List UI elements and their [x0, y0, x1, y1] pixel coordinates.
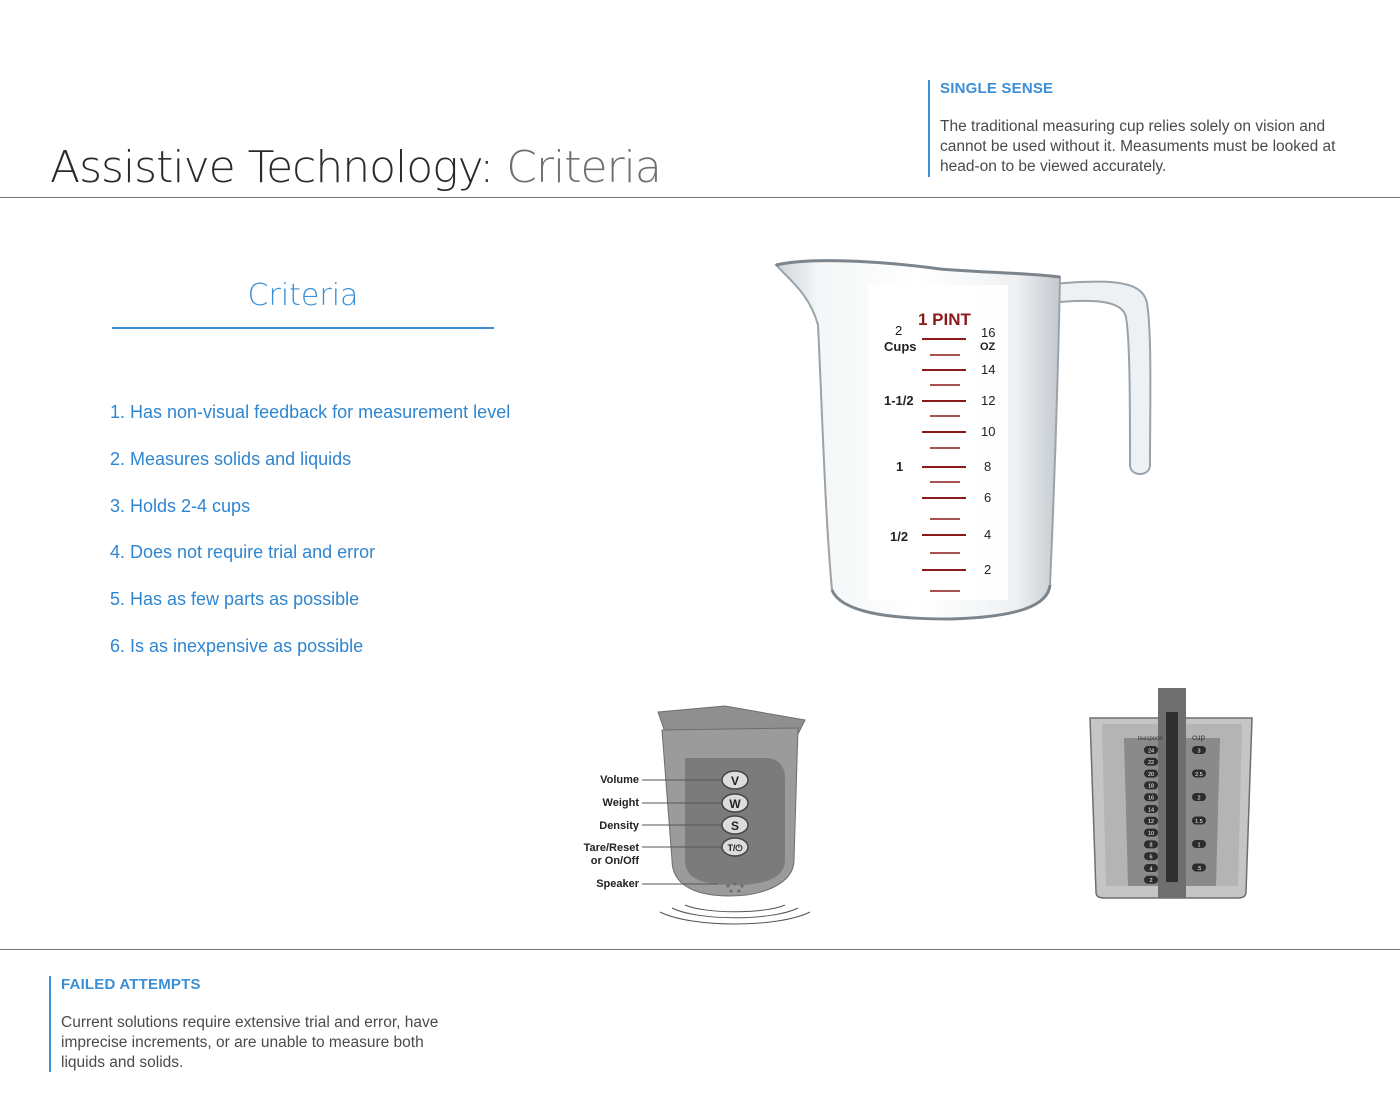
slider-left-mark — [1144, 770, 1158, 778]
slider-left-mark — [1144, 781, 1158, 789]
cup-title: 1 PINT — [918, 310, 971, 329]
slider-left-mark — [1144, 840, 1158, 848]
slider-left-mark — [1144, 817, 1158, 825]
footer-divider — [0, 949, 1400, 950]
failed-attempts-text: Current solutions require extensive trial and error, have imprecise increments, or are unable to measure both liquids and solids. — [61, 1014, 439, 1071]
label-tare-reset: Tare/Reset — [583, 842, 639, 854]
slider-right-mark — [1192, 746, 1206, 754]
slider-left-mark — [1144, 829, 1158, 837]
button-v[interactable] — [722, 771, 748, 789]
criteria-item: 6. Is as inexpensive as possible — [110, 635, 364, 656]
slider-left-mark-label: 2 — [1149, 878, 1153, 885]
slider-left-mark — [1144, 852, 1158, 860]
button-tare-label: T/⏻ — [727, 843, 743, 853]
criteria-item: 2. Measures solids and liquids — [110, 448, 352, 469]
button-tare[interactable] — [722, 838, 748, 856]
slider-right-mark-label: 1.5 — [1195, 818, 1203, 825]
criteria-list — [110, 402, 510, 683]
slider-left-mark-label: 22 — [1147, 760, 1155, 767]
cup-label: 1 — [896, 459, 904, 474]
slider-left-mark-label: 20 — [1147, 771, 1155, 778]
button-s-label: S — [730, 819, 740, 833]
slider-left-header: teaspoon — [1138, 736, 1163, 742]
label-speaker: Speaker — [596, 878, 639, 890]
slider-left-mark-label: 12 — [1147, 819, 1155, 826]
single-sense-note — [928, 80, 1352, 177]
measuring-cup-image — [770, 255, 1160, 630]
slider-left-mark-label: 6 — [1149, 854, 1153, 861]
cup-label: 1/2 — [890, 529, 909, 544]
single-sense-heading: SINGLE SENSE — [940, 80, 1054, 97]
slider-left-mark — [1144, 864, 1158, 872]
slider-right-mark-label: 1 — [1197, 842, 1201, 849]
criteria-underline — [112, 327, 494, 329]
label-weight: Weight — [602, 797, 639, 809]
slider-right-mark-label: 3 — [1197, 748, 1201, 755]
slider-left-mark — [1144, 746, 1158, 754]
slider-right-mark — [1192, 770, 1206, 778]
slider-left-mark — [1144, 876, 1158, 884]
slider-right-mark — [1192, 793, 1206, 801]
failed-attempts-note — [49, 976, 461, 1072]
slider-right-mark-label: 2.5 — [1195, 771, 1203, 778]
criteria-item: 3. Holds 2-4 cups — [110, 495, 251, 516]
button-v-label: V — [730, 774, 740, 788]
button-w[interactable] — [722, 794, 748, 812]
single-sense-text: The traditional measuring cup relies solely on vision and cannot be used without it. Measuments must be looked at head-on to be viewed accurately. — [940, 118, 1336, 175]
cup-top-unit: Cups — [884, 339, 917, 354]
header-divider — [0, 197, 1400, 198]
slider-right-mark — [1192, 840, 1206, 848]
page-title — [50, 142, 661, 193]
slider-left-mark — [1144, 805, 1158, 813]
slider-left-mark-label: 24 — [1147, 748, 1155, 755]
oz-label: 6 — [984, 490, 992, 505]
slider-left-mark-label: 14 — [1147, 807, 1155, 814]
oz-label: 12 — [981, 393, 996, 408]
criteria-item: 1. Has non-visual feedback for measurement level — [110, 402, 511, 422]
slider-left-mark-label: 4 — [1149, 866, 1153, 873]
slider-right-mark — [1192, 817, 1206, 825]
oz-top-number: 16 — [981, 325, 996, 340]
criteria-heading: Criteria — [247, 278, 359, 313]
criteria-item: 4. Does not require trial and error — [110, 542, 376, 563]
sound-waves-icon — [660, 905, 810, 924]
oz-label: 2 — [984, 562, 992, 577]
label-on-off: or On/Off — [590, 855, 639, 867]
slider-left-mark-label: 10 — [1147, 830, 1155, 837]
failed-attempts-heading: FAILED ATTEMPTS — [61, 976, 201, 993]
slider-left-mark-label: 8 — [1149, 842, 1153, 849]
cup-top-number: 2 — [895, 323, 903, 338]
slider-right-header: cup — [1192, 733, 1205, 742]
cup-label: 1-1/2 — [884, 393, 914, 408]
slider-right-mark-label: .5 — [1196, 865, 1202, 872]
title-accent: Criteria — [506, 142, 661, 193]
slider-slot — [1166, 712, 1178, 882]
oz-label: 14 — [981, 362, 996, 377]
oz-label: 8 — [984, 459, 992, 474]
label-volume: Volume — [600, 774, 639, 786]
slider-left-mark — [1144, 793, 1158, 801]
title-main: Assistive Technology: — [50, 142, 494, 193]
slider-left-mark-label: 18 — [1147, 783, 1155, 790]
slider-right-mark-label: 2 — [1197, 795, 1201, 802]
oz-label: 10 — [981, 424, 996, 439]
talking-cup-image — [580, 700, 825, 932]
slider-left-mark — [1144, 758, 1158, 766]
slider-right-mark — [1192, 864, 1206, 872]
slider-cup-image — [1088, 686, 1256, 900]
oz-label: 4 — [984, 527, 992, 542]
button-s[interactable] — [722, 816, 748, 834]
label-density: Density — [599, 820, 639, 832]
oz-top-unit: OZ — [980, 341, 996, 353]
criteria-item: 5. Has as few parts as possible — [110, 589, 360, 610]
slider-left-mark-label: 16 — [1147, 795, 1155, 802]
button-w-label: W — [729, 797, 741, 811]
